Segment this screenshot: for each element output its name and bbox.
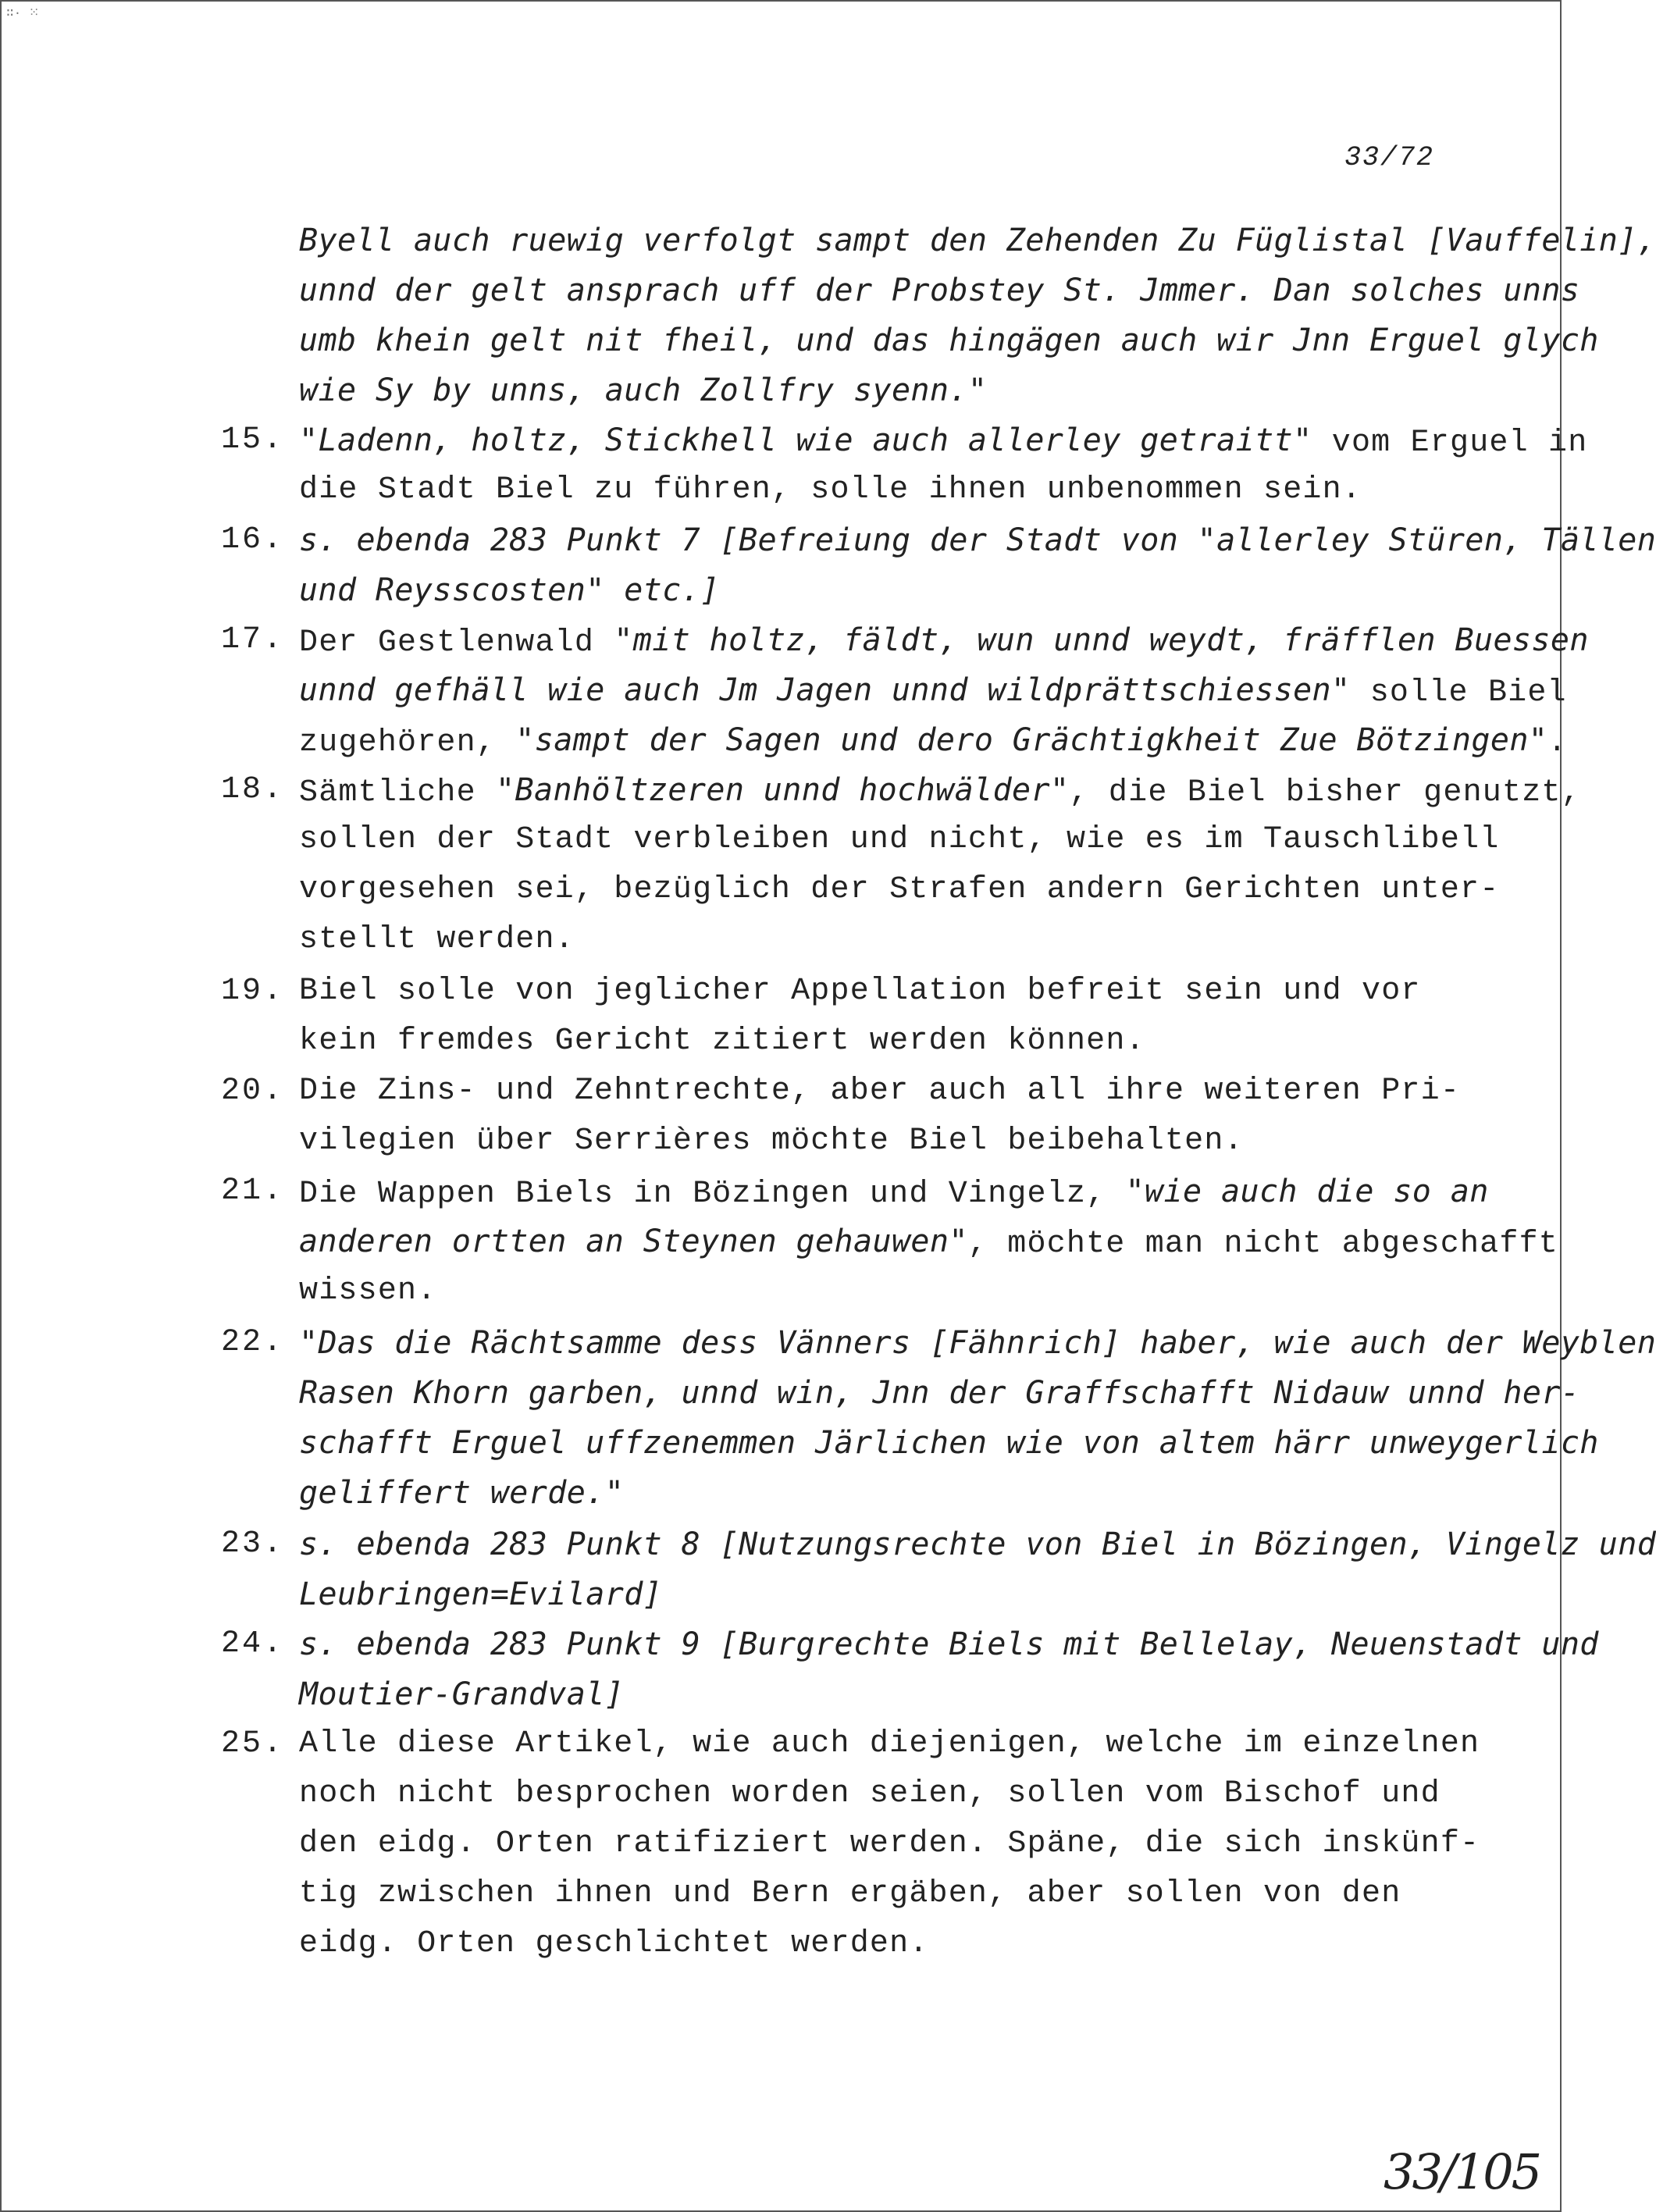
text-line: noch nicht besprochen worden seien, sollen vom Bischof und: [299, 1776, 1441, 1811]
text-span: Sämtliche: [299, 775, 497, 810]
text-line: s. ebenda 283 Punkt 8 [Nutzungsrechte von Biel in Bözingen, Vingelz und: [299, 1526, 1656, 1562]
text-line: "Das die Rächtsamme dess Vänners [Fähnrich] haber, wie auch der Weyblen: [299, 1325, 1656, 1361]
text-line: eidg. Orten geschlichtet werden.: [299, 1926, 929, 1961]
text-span: .: [1547, 725, 1568, 760]
text-line: [299, 772, 1581, 810]
text-line: den eidg. Orten ratifiziert werden. Späne, die sich inskünf-: [299, 1826, 1480, 1861]
text-span: vom Erguel in: [1312, 426, 1588, 461]
entry-number: 22.: [221, 1325, 285, 1360]
text-line: s. ebenda 283 Punkt 9 [Burgrechte Biels mit Bellelay, Neuenstadt und: [299, 1626, 1599, 1662]
text-line: tig zwischen ihnen und Bern ergäben, aber sollen von den: [299, 1876, 1401, 1911]
quote-span: anderen ortten an Steynen gehauwen": [299, 1224, 968, 1259]
text-line: s. ebenda 283 Punkt 7 [Befreiung der Stadt von "allerley Stüren, Tällen: [299, 522, 1656, 558]
text-line: sollen der Stadt verbleiben und nicht, wie es im Tauschlibell: [299, 822, 1500, 857]
text-line: Biel solle von jeglicher Appellation befreit sein und vor: [299, 974, 1421, 1009]
text-line: [299, 622, 1589, 661]
text-line: Die Zins- und Zehntrechte, aber auch all ihre weiteren Pri-: [299, 1074, 1461, 1109]
text-line: Moutier-Grandval]: [299, 1676, 625, 1712]
text-line: geliffert werde.": [299, 1475, 625, 1511]
entry-number: 16.: [221, 522, 285, 557]
entry-number: 15.: [221, 422, 285, 458]
text-span: , die Biel bisher genutzt,: [1069, 775, 1581, 810]
entry-number: 24.: [221, 1626, 285, 1662]
text-line: Rasen Khorn garben, unnd win, Jnn der Graffschafft Nidauw unnd her-: [299, 1375, 1580, 1411]
text-line: schafft Erguel uffzenemmen Järlichen wie von altem härr unweygerlich: [299, 1425, 1599, 1461]
scan-speck: ∷· ⁙: [6, 6, 40, 20]
text-line: stellt werden.: [299, 922, 575, 957]
text-span: Die Wappen Biels in Bözingen und Vingelz,: [299, 1177, 1126, 1212]
text-line: [299, 422, 1587, 461]
entry-number: 18.: [221, 772, 285, 807]
page-number: 33/72: [1344, 142, 1435, 173]
text-span: solle Biel: [1350, 675, 1567, 711]
quote-span: "wie auch die so an: [1125, 1174, 1489, 1209]
text-line: vilegien über Serrières möchte Biel beibehalten.: [299, 1124, 1244, 1159]
entry-number: 19.: [221, 974, 285, 1009]
text-span: , möchte man nicht abgeschafft: [967, 1227, 1558, 1262]
entry-number: 25.: [221, 1726, 285, 1761]
entry-number: 20.: [221, 1074, 285, 1109]
entry-number: 17.: [221, 622, 285, 657]
text-line: Alle diese Artikel, wie auch diejenigen, welche im einzelnen: [299, 1726, 1480, 1761]
text-line: vorgesehen sei, bezüglich der Strafen andern Gerichten unter-: [299, 872, 1500, 907]
text-line: [299, 1224, 1558, 1262]
text-line: und Reysscosten" etc.]: [299, 572, 720, 608]
text-line: wissen.: [299, 1273, 437, 1309]
text-line: die Stadt Biel zu führen, solle ihnen unbenommen sein.: [299, 472, 1362, 508]
text-line: kein fremdes Gericht zitiert werden können.: [299, 1024, 1145, 1059]
quote-span: "Ladenn, holtz, Stickhell wie auch allerley getraitt": [299, 422, 1312, 458]
text-line: Leubringen=Evilard]: [299, 1576, 663, 1612]
text-line: unnd der gelt ansprach uff der Probstey St. Jmmer. Dan solches unns: [299, 272, 1580, 308]
quote-span: unnd gefhäll wie auch Jm Jagen unnd wildprättschiessen": [299, 672, 1351, 708]
text-line: [299, 672, 1567, 711]
quote-span: "Banhöltzeren unnd hochwälder": [496, 772, 1070, 808]
entry-number: 23.: [221, 1526, 285, 1562]
archive-stamp: 33/105: [1384, 2143, 1540, 2200]
text-line: umb khein gelt nit fheil, und das hingägen auch wir Jnn Erguel glych: [299, 322, 1599, 358]
text-span: zugehören,: [299, 725, 516, 760]
quote-span: "sampt der Sagen und dero Grächtigkheit Zue Bötzingen": [515, 722, 1548, 758]
text-line: [299, 1174, 1489, 1212]
text-line: Byell auch ruewig verfolgt sampt den Zehenden Zu Füglistal [Vauffelin],: [299, 223, 1656, 258]
text-line: [299, 722, 1568, 760]
entry-number: 21.: [221, 1174, 285, 1209]
text-span: Der Gestlenwald: [299, 625, 614, 661]
text-line: wie Sy by unns, auch Zollfry syenn.": [299, 372, 988, 408]
quote-span: "mit holtz, fäldt, wun unnd weydt, fräfflen Buessen: [614, 622, 1589, 658]
